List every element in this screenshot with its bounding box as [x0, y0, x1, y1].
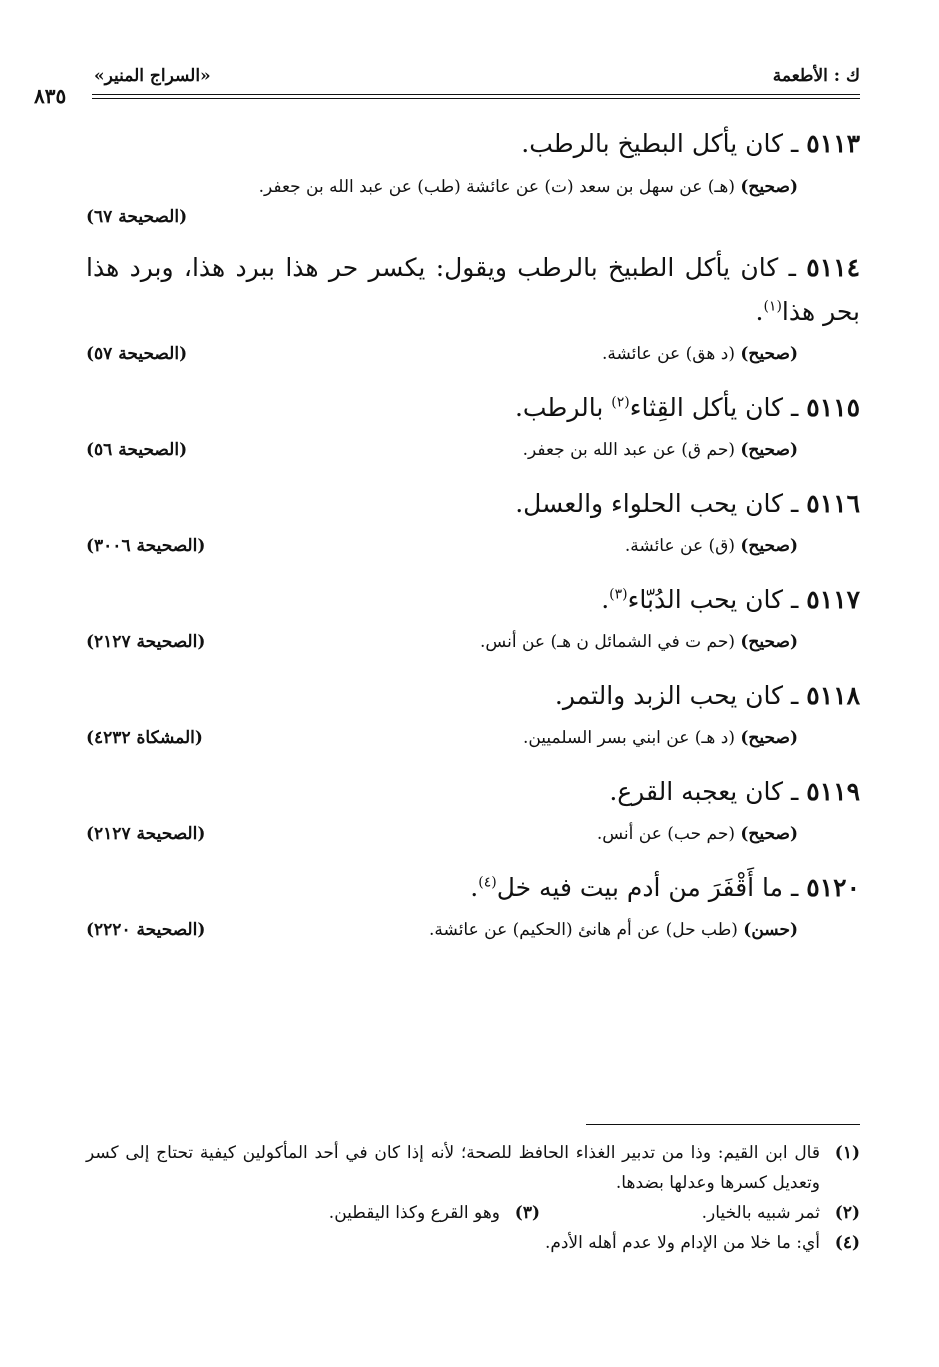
hadith-body: ـ كان يحب الحلواء والعسل. — [515, 489, 799, 518]
hadith-text — [86, 246, 860, 334]
hadith-text — [86, 866, 860, 910]
hadith-grade: (صحيح) — [740, 824, 798, 844]
hadith-reference: (الصحيحة ٢١٢٧) — [86, 632, 206, 652]
hadith-entry-5113 — [86, 122, 860, 232]
hadith-grade: (صحيح) — [740, 440, 798, 460]
footnote-text: ثمر شبيه بالخيار. — [701, 1203, 820, 1223]
hadith-entry-5120 — [86, 866, 860, 944]
hadith-source-row — [86, 916, 860, 944]
hadith-source-row — [86, 724, 860, 752]
hadith-source-text: (ق) عن عائشة. — [624, 536, 735, 556]
hadith-grade: (صحيح) — [740, 632, 798, 652]
hadith-reference: (الصحيحة ٥٧) — [86, 344, 188, 364]
hadith-source — [523, 436, 860, 464]
hadith-body-end: بالرطب. — [514, 393, 612, 422]
hadith-entry-5119 — [86, 770, 860, 848]
hadith-source-text: (حم ت في الشمائل ن هـ) عن أنس. — [480, 632, 735, 652]
footnote-text: وهو القرع وكذا اليقطين. — [328, 1203, 500, 1223]
footnote-marker[interactable]: (٢) — [611, 394, 630, 411]
hadith-body: ـ كان يأكل القِثاء — [629, 393, 799, 422]
footnote-text: أي: ما خلا من الإدام ولا عدم أهله الأدم. — [544, 1233, 820, 1253]
hadith-text — [86, 578, 860, 622]
hadith-entry-5117 — [86, 578, 860, 656]
hadith-source-row — [86, 820, 860, 848]
footnote-number: (٢) — [834, 1203, 860, 1223]
page-number: ٨٣٥ — [34, 84, 67, 108]
footnote-marker[interactable]: (٣) — [609, 586, 628, 603]
hadith-source-text: (د هـ) عن ابني بسر السلميين. — [522, 728, 735, 748]
hadith-text — [86, 770, 860, 814]
hadith-grade: (صحيح) — [740, 536, 798, 556]
hadith-grade: (صحيح) — [740, 177, 798, 197]
hadith-source — [602, 340, 860, 368]
footnote-pair-2-3 — [86, 1198, 860, 1228]
hadith-source-text: (طب حل) عن أم هانئ (الحكيم) عن عائشة. — [429, 920, 738, 940]
hadith-entry-5118 — [86, 674, 860, 752]
hadith-source — [86, 172, 860, 202]
hadith-grade: (حسن) — [743, 920, 798, 940]
hadith-source-text: (حم ق) عن عبد الله بن جعفر. — [522, 440, 735, 460]
hadith-reference: (الصحيحة ٣٠٠٦) — [86, 536, 206, 556]
hadith-body: ـ كان يأكل الطبيخ بالرطب ويقول: يكسر حر هذا ببرد هذا، وبرد هذا بحر هذا — [86, 253, 860, 326]
hadith-source-text: (حم حب) عن أنس. — [596, 824, 735, 844]
hadith-source — [480, 628, 860, 656]
hadith-text — [86, 386, 860, 430]
hadith-source — [625, 532, 860, 560]
hadith-entry-5116 — [86, 482, 860, 560]
hadith-source-row — [86, 628, 860, 656]
hadith-number: ٥١١٦ — [806, 489, 860, 518]
main-content — [86, 122, 860, 962]
footnote-4 — [86, 1228, 860, 1258]
hadith-body: ـ كان يعجبه القرع. — [609, 777, 799, 806]
hadith-source — [429, 916, 860, 944]
footnote-number: (١) — [834, 1143, 860, 1163]
hadith-source-row — [86, 532, 860, 560]
footnote-marker[interactable]: (١) — [763, 298, 782, 315]
footnote-2 — [540, 1198, 860, 1228]
hadith-grade: (صحيح) — [740, 728, 798, 748]
page-header — [34, 58, 860, 108]
hadith-number: ٥١٢٠ — [806, 873, 860, 902]
hadith-number: ٥١١٨ — [806, 681, 860, 710]
hadith-grade: (صحيح) — [740, 344, 798, 364]
hadith-number: ٥١١٧ — [806, 585, 860, 614]
footnote-number: (٣) — [514, 1203, 540, 1223]
hadith-body-end: . — [601, 585, 610, 614]
hadith-number: ٥١١٩ — [806, 777, 860, 806]
hadith-reference: (الصحيحة ٦٧) — [86, 207, 188, 227]
footnote-text: قال ابن القيم: وذا من تدبير الغذاء الحافظ للصحة؛ لأنه إذا كان في أحد المأكولين كيفية تحتاج إلى كسر وتعديل كسرها وعدلها بضدها. — [86, 1143, 820, 1193]
hadith-source-row — [86, 340, 860, 368]
hadith-reference: (الصحيحة ٢٢٢٠) — [86, 920, 206, 940]
header-rule — [92, 94, 860, 99]
hadith-body: ـ كان يحب الدُبّاء — [627, 585, 799, 614]
hadith-body: ـ كان يحب الزبد والتمر. — [554, 681, 799, 710]
hadith-text — [86, 482, 860, 526]
hadith-body-end: . — [470, 873, 479, 902]
hadith-source — [597, 820, 860, 848]
hadith-number: ٥١١٤ — [806, 253, 860, 282]
chapter-title: ك : الأطعمة — [772, 66, 860, 86]
footnotes — [86, 1138, 860, 1258]
hadith-body: ـ ما أَقْفَرَ من أدم بيت فيه خل — [496, 873, 799, 902]
book-title: «السراج المنير» — [94, 66, 211, 86]
hadith-source-text: (هـ) عن سهل بن سعد (ت) عن عائشة (طب) عن عبد الله بن جعفر. — [258, 177, 735, 197]
hadith-source-row — [86, 436, 860, 464]
footnote-marker[interactable]: (٤) — [478, 874, 497, 891]
hadith-reference: (الصحيحة ٥٦) — [86, 440, 188, 460]
hadith-entry-5114 — [86, 246, 860, 368]
hadith-number: ٥١١٣ — [806, 129, 860, 158]
hadith-source — [523, 724, 860, 752]
hadith-body-end: . — [755, 297, 764, 326]
footnote-3 — [220, 1198, 540, 1228]
hadith-entry-5115 — [86, 386, 860, 464]
hadith-body: ـ كان يأكل البطيخ بالرطب. — [521, 129, 799, 158]
hadith-source-text: (د هق) عن عائشة. — [601, 344, 735, 364]
hadith-reference: (المشكاة ٤٢٣٢) — [86, 728, 203, 748]
hadith-text — [86, 674, 860, 718]
hadith-text — [86, 122, 860, 166]
hadith-reference: (الصحيحة ٢١٢٧) — [86, 824, 206, 844]
footnote-rule — [586, 1124, 860, 1125]
footnote-number: (٤) — [834, 1233, 860, 1253]
footnote-1 — [86, 1138, 860, 1198]
hadith-number: ٥١١٥ — [806, 393, 860, 422]
